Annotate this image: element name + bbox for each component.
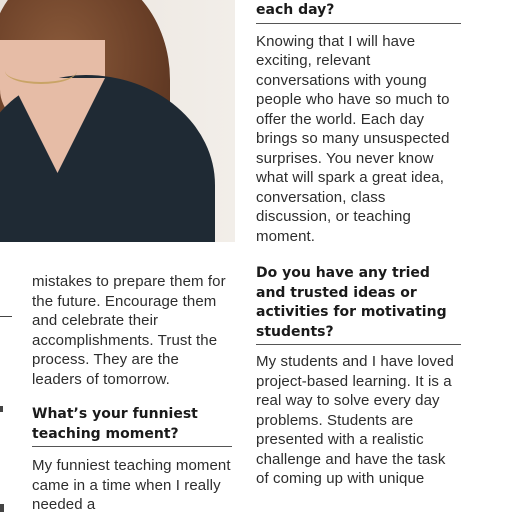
stray-mark — [0, 316, 12, 317]
stray-mark — [0, 504, 4, 512]
right-heading-motivating-students: Do you have any tried and trusted ideas or activities for motivating students? — [256, 264, 461, 345]
left-heading-funniest-moment: What’s your funniest teaching moment? — [32, 405, 232, 447]
left-column — [32, 272, 232, 515]
right-column — [256, 0, 461, 489]
stray-mark — [0, 406, 3, 412]
photo-necklace — [5, 58, 77, 84]
right-heading-each-day: each day? — [256, 0, 461, 24]
right-paragraph-1: Knowing that I will have exciting, relevant conversations with young people who have so much to offer the world. Each day brings so many unsuspected surprises. You never know what will spark a great idea, conversation, class discussion, or teaching moment. — [256, 32, 450, 245]
left-paragraph-1: mistakes to prepare them for the future. Encourage them and celebrate their accomplishments. Trust the process. They are the leaders of tomorrow. — [32, 273, 226, 388]
left-paragraph-2: My funniest teaching moment came in a time when I really needed a — [32, 457, 231, 513]
right-paragraph-2: My students and I have loved project-based learning. It is a real way to solve every day problems. Students are presented with a realistic challenge and have the task of coming up with unique — [256, 353, 454, 487]
teacher-photo — [0, 0, 235, 242]
